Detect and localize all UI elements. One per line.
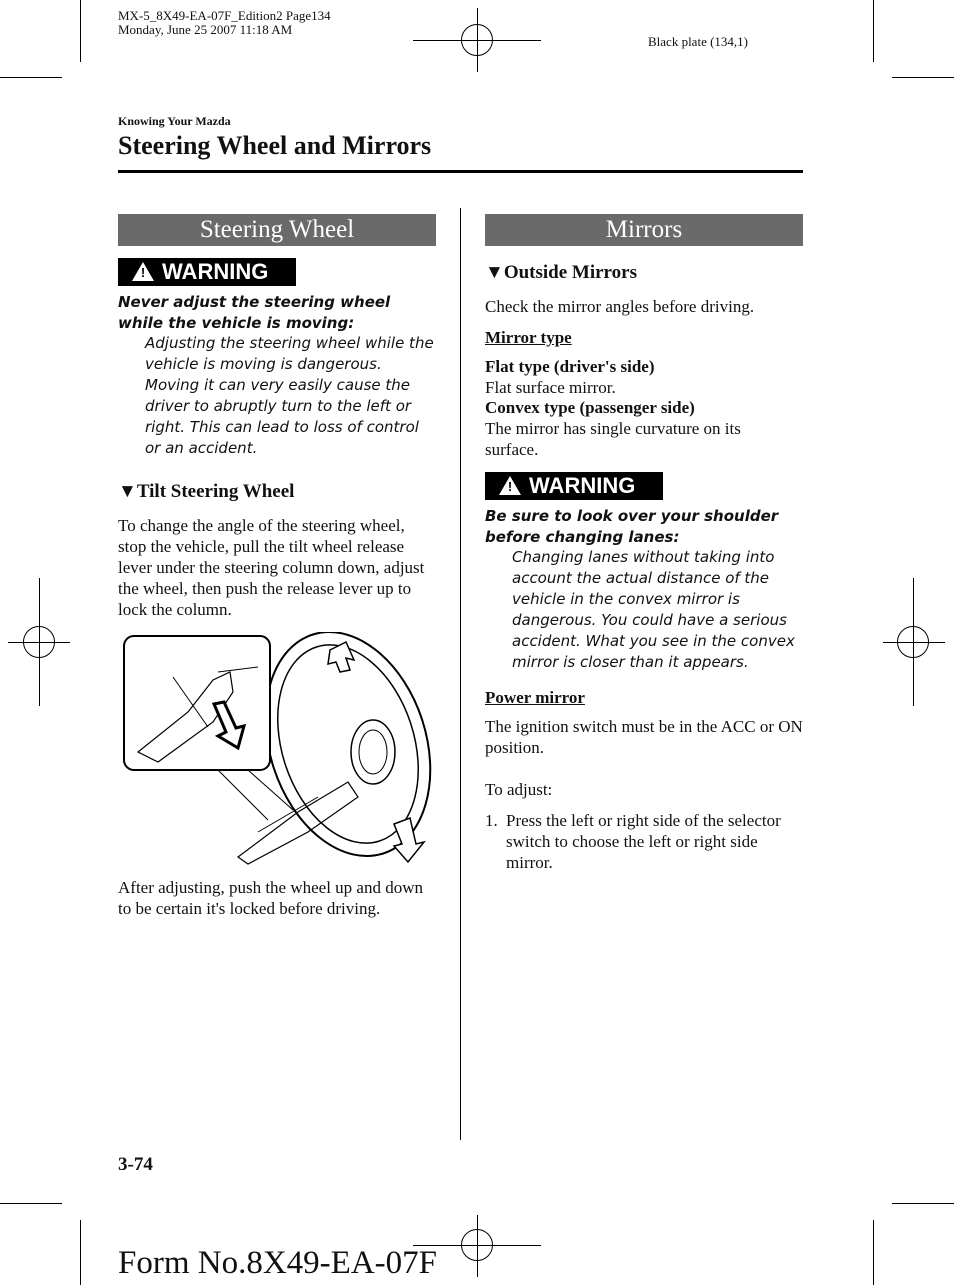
triangle-down-icon: ▼	[485, 262, 504, 283]
flat-type-heading: Flat type (driver's side)	[485, 357, 655, 376]
warning-body: Changing lanes without taking into account the actual distance of the vehicle in the convex mirror is dangerous. You could have a serious accident. What you see in the convex mirror is closer than it appears.	[512, 548, 795, 671]
file-info-line2: Monday, June 25 2007 11:18 AM	[118, 22, 293, 37]
after-adjusting-text: After adjusting, push the wheel up and down to be certain it's locked before driving.	[118, 878, 423, 918]
crop-mark	[0, 77, 62, 78]
warning-body: Adjusting the steering wheel while the vehicle is moving is dangerous. Moving it can very easily cause the driver to abruptly turn to the left or right. This can lead to loss of control or an accident.	[145, 334, 434, 457]
triangle-down-icon: ▼	[118, 481, 137, 502]
mirror-type-heading: Mirror type	[485, 328, 572, 347]
crop-mark	[80, 1220, 81, 1285]
page-number: 3-74	[118, 1154, 153, 1175]
section-title-mirrors: Mirrors	[485, 214, 803, 246]
subheading-outside-mirrors: ▼Outside Mirrors	[485, 262, 637, 283]
registration-circle	[23, 626, 55, 658]
warning-heading: Never adjust the steering wheel while the vehicle is moving:	[118, 293, 391, 332]
tilt-instructions: To change the angle of the steering wheel, stop the vehicle, pull the tilt wheel release lever under the steering column down, adjust the wheel, then push the release lever up to lock the column.	[118, 516, 425, 619]
warning-label: ! WARNING	[118, 258, 296, 286]
crop-mark	[80, 0, 81, 62]
file-info-line1: MX-5_8X49-EA-07F_Edition2 Page134	[118, 8, 331, 23]
step-text: Press the left or right side of the selector switch to choose the left or right side mirror.	[506, 811, 781, 872]
flat-type-text: Flat surface mirror.	[485, 378, 616, 397]
convex-type-text: The mirror has single curvature on its surface.	[485, 419, 741, 459]
section-title-steering-wheel: Steering Wheel	[118, 214, 436, 246]
registration-circle	[461, 1229, 493, 1261]
chapter-label: Knowing Your Mazda	[118, 114, 231, 128]
crop-mark	[873, 1220, 874, 1285]
crop-mark	[873, 0, 874, 62]
warning-label: ! WARNING	[485, 472, 663, 500]
crop-mark	[892, 77, 954, 78]
title-rule	[118, 170, 803, 173]
convex-type-heading: Convex type (passenger side)	[485, 398, 695, 417]
power-mirror-heading: Power mirror	[485, 688, 585, 707]
steering-wheel-illustration	[118, 632, 436, 870]
mirror-intro: Check the mirror angles before driving.	[485, 297, 755, 316]
column-divider	[460, 208, 461, 1140]
to-adjust-label: To adjust:	[485, 780, 553, 799]
power-mirror-text: The ignition switch must be in the ACC or ON position.	[485, 717, 803, 757]
plate-info: Black plate (134,1)	[648, 34, 748, 49]
page-title: Steering Wheel and Mirrors	[118, 131, 432, 160]
registration-circle	[897, 626, 929, 658]
form-number: Form No.8X49-EA-07F	[118, 1245, 437, 1281]
crop-mark	[0, 1203, 62, 1204]
subheading-tilt-steering-wheel: ▼Tilt Steering Wheel	[118, 481, 295, 502]
registration-circle	[461, 24, 493, 56]
warning-heading: Be sure to look over your shoulder before changing lanes:	[485, 507, 779, 546]
crop-mark	[892, 1203, 954, 1204]
step-number: 1.	[485, 811, 498, 830]
